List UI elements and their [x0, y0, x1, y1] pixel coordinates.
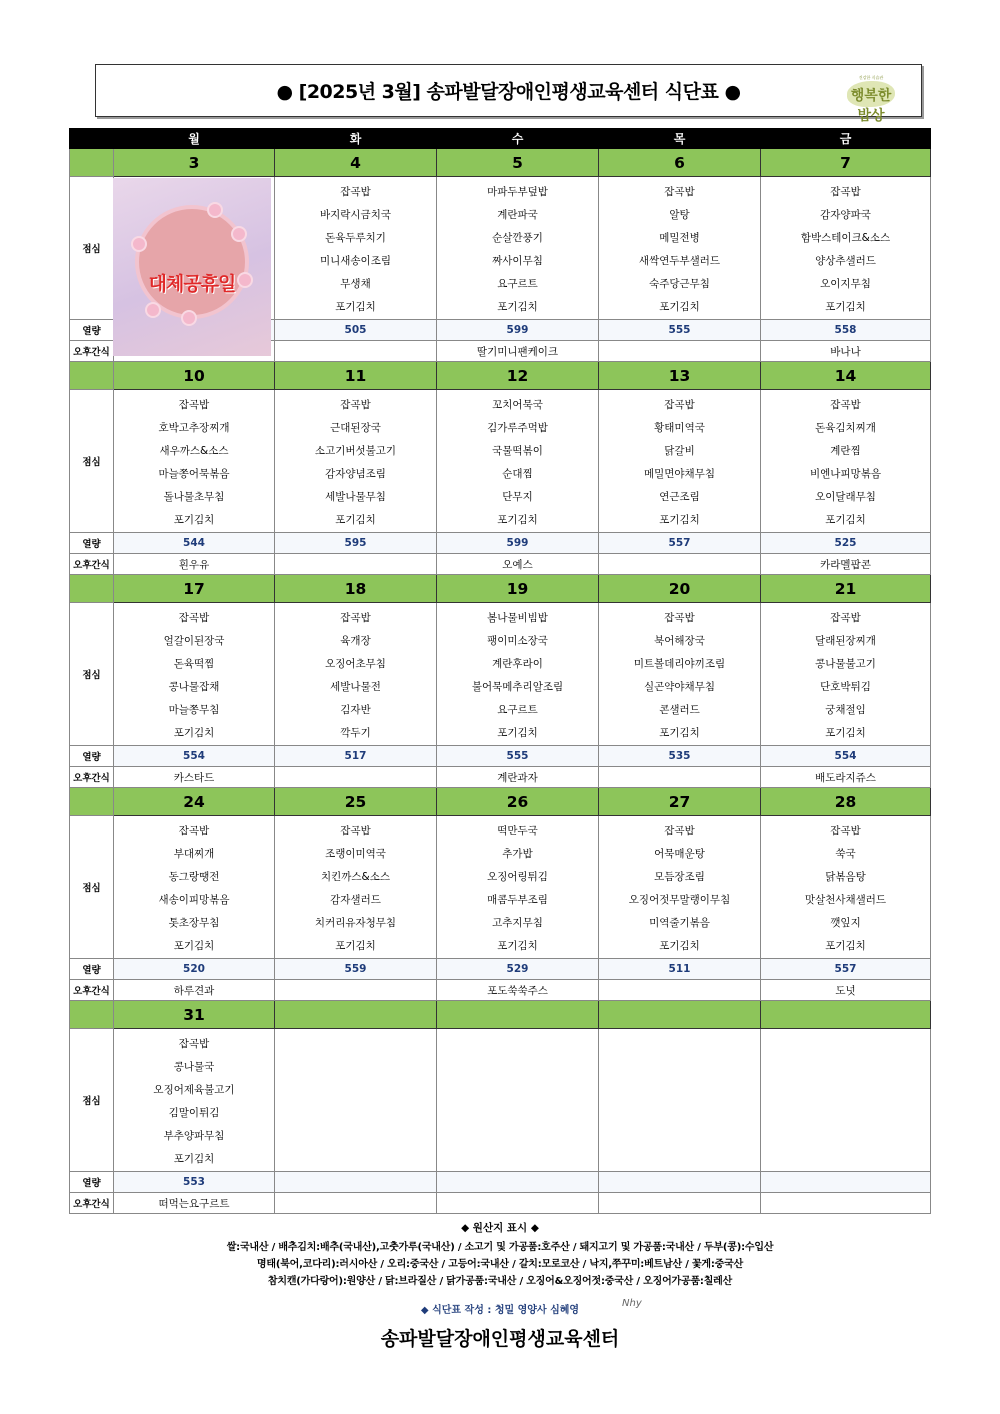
menu-item: 바지락시금치국 [319, 209, 391, 221]
menu-item: 오이달래무침 [815, 491, 876, 503]
lunch-cell [275, 390, 437, 533]
menu-item: 순살깐풍기 [492, 232, 543, 244]
author-credit: ◆ 식단표 작성 : 청밀 영양사 심혜영 [420, 1305, 580, 1316]
blossom-icon [183, 312, 195, 324]
date-cell: 7 [761, 149, 931, 177]
kcal-value: 520 [114, 959, 275, 980]
date-row [70, 362, 931, 390]
menu-item: 잡곡밥 [340, 612, 371, 624]
snack-value [599, 341, 761, 362]
menu-item: 김자반 [340, 704, 371, 716]
menu-item: 새우까스&소스 [159, 445, 229, 457]
menu-item: 포기김치 [335, 940, 376, 952]
day-header-mon: 월 [114, 129, 275, 149]
date-cell [275, 1001, 437, 1029]
menu-item: 소고기버섯불고기 [314, 445, 397, 457]
date-row [70, 1001, 931, 1029]
kcal-value [599, 1172, 761, 1193]
lunch-cell [275, 1029, 437, 1172]
menu-item: 콩나물불고기 [815, 658, 876, 670]
menu-item: 포기김치 [173, 1153, 215, 1165]
logo-text: 행복한 밥상 [850, 88, 892, 124]
menu-item: 잡곡밥 [830, 825, 861, 837]
date-cell [599, 1001, 761, 1029]
menu-item: 세발나물무침 [325, 491, 386, 503]
menu-item: 잡곡밥 [340, 186, 371, 198]
menu-item: 얼갈이된장국 [163, 635, 225, 647]
lunch-label: 점심 [70, 603, 114, 746]
lunch-cell [114, 1029, 275, 1172]
menu-item: 콩나물국 [173, 1061, 215, 1073]
lunch-cell [599, 177, 761, 320]
date-row-label [70, 362, 114, 390]
lunch-cell [761, 603, 931, 746]
snack-label: 오후간식 [70, 341, 114, 362]
menu-item: 콘샐러드 [659, 704, 700, 716]
menu-item: 잡곡밥 [664, 399, 695, 411]
kcal-row [70, 533, 931, 554]
lunch-cell [114, 816, 275, 959]
date-cell: 27 [599, 788, 761, 816]
lunch-cell [437, 177, 599, 320]
menu-item: 부추양파무침 [163, 1130, 225, 1142]
lunch-cell [437, 390, 599, 533]
kcal-label: 열량 [70, 746, 114, 767]
kcal-value: 555 [599, 320, 761, 341]
kcal-value: 558 [761, 320, 931, 341]
menu-item: 꼬치어묵국 [492, 399, 543, 411]
snack-label: 오후간식 [70, 767, 114, 788]
snack-value [599, 1193, 761, 1214]
date-cell: 17 [114, 575, 275, 603]
menu-item: 짜사이무침 [492, 255, 543, 267]
kcal-value: 544 [114, 533, 275, 554]
lunch-cell [761, 177, 931, 320]
kcal-value: 554 [114, 746, 275, 767]
kcal-row [70, 746, 931, 767]
menu-item: 매콤두부조림 [487, 894, 548, 906]
menu-item: 맛살천사채샐러드 [804, 894, 887, 906]
menu-item: 포기김치 [659, 940, 700, 952]
snack-label: 오후간식 [70, 1193, 114, 1214]
kcal-value: 517 [275, 746, 437, 767]
blossom-icon [209, 204, 221, 216]
date-cell [761, 1001, 931, 1029]
menu-item: 요구르트 [497, 704, 538, 716]
menu-item: 어묵매운탕 [654, 848, 705, 860]
kcal-label: 열량 [70, 320, 114, 341]
menu-item: 돈육김치찌개 [815, 422, 876, 434]
menu-item: 포기김치 [825, 727, 866, 739]
menu-item: 북어해장국 [654, 635, 705, 647]
lunch-cell [761, 1029, 931, 1172]
snack-row [70, 980, 931, 1001]
menu-item: 잡곡밥 [664, 612, 695, 624]
blossom-icon [133, 238, 145, 250]
kcal-label: 열량 [70, 1172, 114, 1193]
menu-item: 잡곡밥 [830, 612, 861, 624]
lunch-cell [761, 390, 931, 533]
menu-item: 깻잎지 [830, 917, 861, 929]
menu-item: 김말이튀김 [168, 1107, 220, 1119]
snack-value: 오예스 [437, 554, 599, 575]
menu-item: 마파두부덮밥 [487, 186, 548, 198]
day-header-corner [70, 129, 114, 149]
menu-item: 메밀면야채무침 [643, 468, 715, 480]
lunch-cell [599, 1029, 761, 1172]
menu-item: 근대된장국 [330, 422, 381, 434]
menu-item: 잡곡밥 [830, 399, 861, 411]
kcal-value: 557 [599, 533, 761, 554]
menu-item: 비엔나피망볶음 [809, 468, 881, 480]
menu-item: 감자샐러드 [330, 894, 381, 906]
date-row [70, 575, 931, 603]
snack-value [275, 1193, 437, 1214]
menu-item: 떡만두국 [497, 825, 538, 837]
date-row-label [70, 575, 114, 603]
menu-item: 콩나물잡채 [168, 681, 220, 693]
lunch-row [70, 816, 931, 959]
lunch-label: 점심 [70, 816, 114, 959]
date-cell: 18 [275, 575, 437, 603]
kcal-value: 599 [437, 533, 599, 554]
menu-item: 육개장 [340, 635, 371, 647]
date-cell: 14 [761, 362, 931, 390]
menu-item: 동그랑땡전 [168, 871, 220, 883]
date-cell: 28 [761, 788, 931, 816]
kcal-value: 511 [599, 959, 761, 980]
logo-tagline: 건강한 식습관 [858, 75, 884, 80]
menu-item: 포기김치 [825, 514, 866, 526]
menu-item: 돈육두루치기 [325, 232, 386, 244]
menu-item: 포기김치 [825, 940, 866, 952]
kcal-value: 525 [761, 533, 931, 554]
menu-item: 돌나물초무침 [163, 491, 225, 503]
date-cell: 12 [437, 362, 599, 390]
kcal-value: 555 [437, 746, 599, 767]
menu-item: 오징어젓무말랭이무침 [628, 894, 731, 906]
kcal-value: 599 [437, 320, 599, 341]
kcal-value: 553 [114, 1172, 275, 1193]
menu-item: 포기김치 [659, 301, 700, 313]
snack-value: 카스타드 [114, 767, 275, 788]
menu-item: 잡곡밥 [178, 1038, 210, 1050]
date-cell: 10 [114, 362, 275, 390]
menu-item: 세발나물전 [330, 681, 381, 693]
snack-value [275, 554, 437, 575]
snack-value [275, 341, 437, 362]
lunch-cell [761, 816, 931, 959]
lunch-label: 점심 [70, 177, 114, 320]
menu-item: 고추지무침 [492, 917, 543, 929]
date-cell: 5 [437, 149, 599, 177]
menu-item: 잡곡밥 [664, 186, 695, 198]
snack-value: 딸기미니팬케이크 [437, 341, 599, 362]
menu-item: 김가루주먹밥 [487, 422, 548, 434]
snack-value: 도넛 [761, 980, 931, 1001]
lunch-cell [599, 603, 761, 746]
menu-item: 잡곡밥 [830, 186, 861, 198]
menu-item: 요구르트 [497, 278, 538, 290]
date-cell [437, 1001, 599, 1029]
date-cell: 24 [114, 788, 275, 816]
lunch-cell [437, 816, 599, 959]
menu-item: 모듬장조림 [654, 871, 705, 883]
lunch-cell [599, 390, 761, 533]
day-header-wed: 수 [437, 129, 599, 149]
day-header-thu: 목 [599, 129, 761, 149]
snack-value [599, 554, 761, 575]
lunch-row [70, 603, 931, 746]
menu-item: 국물떡볶이 [492, 445, 543, 457]
date-cell: 25 [275, 788, 437, 816]
date-cell: 3 [114, 149, 275, 177]
kcal-value: 554 [761, 746, 931, 767]
menu-item: 잡곡밥 [178, 399, 210, 411]
menu-item: 닭갈비 [664, 445, 695, 457]
menu-item: 부대찌개 [173, 848, 215, 860]
lunch-label: 점심 [70, 390, 114, 533]
menu-item: 포기김치 [497, 514, 538, 526]
title-box [95, 64, 922, 124]
date-cell: 20 [599, 575, 761, 603]
logo [843, 71, 899, 124]
lunch-row [70, 390, 931, 533]
menu-item: 포기김치 [173, 940, 215, 952]
date-cell: 31 [114, 1001, 275, 1029]
menu-item: 계란후라이 [492, 658, 543, 670]
menu-item: 미역줄기볶음 [649, 917, 710, 929]
kcal-value [275, 1172, 437, 1193]
lunch-cell [114, 390, 275, 533]
menu-item: 포기김치 [335, 301, 376, 313]
lunch-cell [275, 603, 437, 746]
date-cell: 6 [599, 149, 761, 177]
origin-line: 참치캔(가다랑어):원양산 / 닭:브라질산 / 닭가공품:국내산 / 오징어&오징어젓:중국산 / 오징어가공품:칠레산 [267, 1276, 733, 1287]
menu-item: 잡곡밥 [340, 399, 371, 411]
menu-item: 깍두기 [340, 727, 371, 739]
holiday-image [113, 178, 271, 356]
menu-item: 계란찜 [830, 445, 861, 457]
menu-item: 팽이미소장국 [487, 635, 548, 647]
menu-item: 단무지 [502, 491, 533, 503]
snack-value [275, 767, 437, 788]
menu-item: 잡곡밥 [340, 825, 371, 837]
day-header-tue: 화 [275, 129, 437, 149]
menu-item: 치커리유자청무침 [314, 917, 397, 929]
snack-value: 카라멜팝콘 [761, 554, 931, 575]
kcal-value: 595 [275, 533, 437, 554]
lunch-cell [437, 1029, 599, 1172]
snack-value [437, 1193, 599, 1214]
menu-item: 호박고추장찌개 [158, 422, 230, 434]
menu-item: 함박스테이크&소스 [800, 232, 891, 244]
footer-organization: 송파발달장애인평생교육센터 [380, 1328, 620, 1350]
menu-item: 미트볼데리야끼조림 [633, 658, 726, 670]
menu-item: 실곤약야채무침 [643, 681, 715, 693]
menu-item: 포기김치 [173, 514, 215, 526]
snack-value [761, 1193, 931, 1214]
menu-item: 알탕 [669, 209, 690, 221]
snack-value: 흰우유 [114, 554, 275, 575]
menu-item: 봄나물비빔밥 [487, 612, 548, 624]
snack-label: 오후간식 [70, 554, 114, 575]
day-header-fri: 금 [761, 129, 931, 149]
menu-item: 단호박튀김 [820, 681, 871, 693]
snack-value [599, 980, 761, 1001]
date-row-label [70, 149, 114, 177]
menu-item: 잡곡밥 [178, 612, 210, 624]
menu-item: 톳초장무침 [168, 917, 220, 929]
menu-item: 포기김치 [497, 940, 538, 952]
menu-item: 잡곡밥 [178, 825, 210, 837]
day-header-row [70, 129, 931, 149]
menu-item: 오이지무침 [820, 278, 871, 290]
menu-item: 불어묵메추리알조림 [471, 681, 564, 693]
snack-value: 계란과자 [437, 767, 599, 788]
snack-value: 포도쑥쑥주스 [437, 980, 599, 1001]
holiday-text: 대체공휴일 [148, 273, 236, 295]
date-row [70, 788, 931, 816]
kcal-row [70, 1172, 931, 1193]
lunch-row [70, 1029, 931, 1172]
snack-row [70, 554, 931, 575]
menu-item: 오징어링튀김 [487, 871, 548, 883]
snack-value [599, 767, 761, 788]
date-row-label [70, 788, 114, 816]
menu-item: 조랭이미역국 [325, 848, 386, 860]
menu-item: 무생채 [340, 278, 371, 290]
menu-item: 포기김치 [335, 514, 376, 526]
menu-item: 양상추샐러드 [815, 255, 876, 267]
snack-label: 오후간식 [70, 980, 114, 1001]
menu-item: 쑥국 [835, 848, 856, 860]
lunch-cell [437, 603, 599, 746]
menu-item: 포기김치 [659, 514, 700, 526]
signature: Nhy [622, 1298, 642, 1309]
menu-item: 치킨까스&소스 [320, 871, 391, 883]
origin-title: ◆ 원산지 표시 ◆ [461, 1222, 539, 1234]
menu-item: 포기김치 [825, 301, 866, 313]
kcal-label: 열량 [70, 959, 114, 980]
menu-item: 순대찜 [502, 468, 533, 480]
kcal-value: 505 [275, 320, 437, 341]
lunch-cell [114, 603, 275, 746]
date-cell: 19 [437, 575, 599, 603]
date-cell: 13 [599, 362, 761, 390]
snack-row [70, 1193, 931, 1214]
kcal-value: 559 [275, 959, 437, 980]
snack-value: 하루견과 [114, 980, 275, 1001]
snack-value: 떠먹는요구르트 [114, 1193, 275, 1214]
menu-item: 마늘쫑무침 [168, 704, 220, 716]
date-row [70, 149, 931, 177]
snack-value [275, 980, 437, 1001]
menu-item: 닭볶음탕 [825, 871, 866, 883]
date-cell: 4 [275, 149, 437, 177]
menu-item: 계란파국 [497, 209, 538, 221]
snack-value: 바나나 [761, 341, 931, 362]
menu-item: 포기김치 [659, 727, 700, 739]
menu-item: 황태미역국 [654, 422, 705, 434]
kcal-value: 557 [761, 959, 931, 980]
menu-item: 오징어초무침 [325, 658, 386, 670]
lunch-cell [275, 177, 437, 320]
kcal-row [70, 959, 931, 980]
menu-item: 감자양념조림 [325, 468, 386, 480]
menu-item: 메밀전병 [659, 232, 700, 244]
blossom-icon [147, 304, 159, 316]
menu-item: 새송이피망볶음 [158, 894, 230, 906]
date-cell: 26 [437, 788, 599, 816]
lunch-cell [275, 816, 437, 959]
origin-line: 명태(북어,코다리):러시아산 / 오리:중국산 / 고등어:국내산 / 갈치:모로코산 / 낙지,쭈꾸미:베트남산 / 꽃게:중국산 [256, 1259, 744, 1270]
menu-item: 돈육떡찜 [173, 658, 215, 670]
menu-item: 미니새송이조림 [319, 255, 391, 267]
menu-item: 포기김치 [173, 727, 215, 739]
kcal-value [437, 1172, 599, 1193]
snack-row [70, 767, 931, 788]
menu-item: 오징어제육불고기 [153, 1084, 235, 1096]
menu-item: 마늘쫑어묵볶음 [158, 468, 230, 480]
page-title: ● [2025년 3월] 송파발달장애인평생교육센터 식단표 ● [276, 81, 741, 103]
menu-item: 포기김치 [497, 301, 538, 313]
holiday-circle [139, 209, 245, 315]
menu-item: 달래된장찌개 [815, 635, 876, 647]
date-cell: 21 [761, 575, 931, 603]
menu-item: 궁채절임 [825, 704, 866, 716]
lunch-cell [599, 816, 761, 959]
blossom-icon [233, 228, 245, 240]
menu-item: 포기김치 [497, 727, 538, 739]
menu-item: 숙주당근무침 [649, 278, 710, 290]
lunch-label: 점심 [70, 1029, 114, 1172]
kcal-value [761, 1172, 931, 1193]
menu-item: 추가밥 [502, 848, 533, 860]
kcal-value: 529 [437, 959, 599, 980]
origin-line: 쌀:국내산 / 배추김치:배추(국내산),고춧가루(국내산) / 소고기 및 가공품:호주산 / 돼지고기 및 가공품:국내산 / 두부(콩):수입산 [226, 1242, 774, 1253]
date-cell: 11 [275, 362, 437, 390]
menu-item: 감자양파국 [820, 209, 871, 221]
kcal-label: 열량 [70, 533, 114, 554]
date-row-label [70, 1001, 114, 1029]
menu-item: 새싹연두부샐러드 [638, 255, 721, 267]
snack-value: 배도라지쥬스 [761, 767, 931, 788]
menu-item: 연근조림 [659, 491, 700, 503]
menu-item: 잡곡밥 [664, 825, 695, 837]
kcal-value: 535 [599, 746, 761, 767]
